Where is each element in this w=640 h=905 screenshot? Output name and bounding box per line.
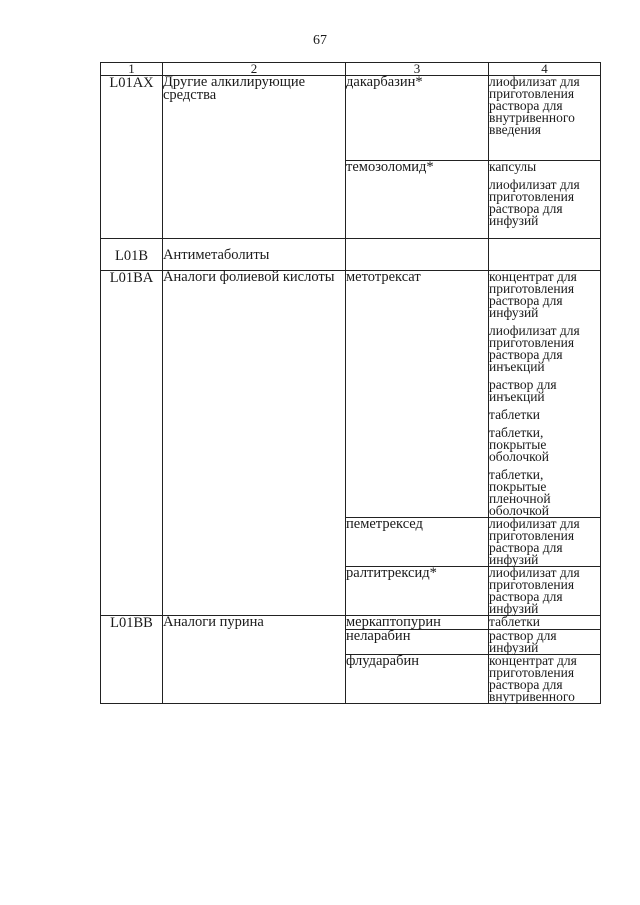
atc-group-name: Аналоги пурина [163,616,346,704]
dosage-form: капсулы [489,159,537,174]
dosage-form: таблетки [489,614,541,629]
dosage-forms [489,271,601,518]
page-number: 67 [313,33,327,48]
empty-cell [346,239,489,271]
dosage-form: раствор для инъекций [489,377,557,404]
dosage-form: концентрат для приготовления раствора для внутривенного [489,653,577,704]
atc-code: L01BA [101,271,163,616]
table-row [101,271,601,518]
empty-cell [489,239,601,271]
drug-name: флударабин [346,655,489,704]
drug-name: неларабин [346,630,489,655]
column-number-2: 2 [163,63,346,76]
column-number-4: 4 [489,63,601,76]
table-row [101,76,601,161]
dosage-form: таблетки [489,407,541,422]
drug-name: темозоломид* [346,161,489,239]
table-row [101,239,601,271]
dosage-form: раствор для инфузий [489,628,557,655]
dosage-form: таблетки, покрытые пленочной оболочкой [489,467,551,518]
atc-group-name: Другие алкилирующие средства [163,76,346,239]
dosage-forms [489,630,601,655]
dosage-forms [489,655,601,704]
dosage-form: лиофилизат для приготовления раствора для инфузий [489,565,580,616]
dosage-forms [489,518,601,567]
dosage-forms [489,567,601,616]
dosage-form: лиофилизат для приготовления раствора для инфузий [489,177,580,228]
column-number-3: 3 [346,63,489,76]
dosage-form: лиофилизат для приготовления раствора для внутривенного введения [489,74,580,137]
column-number-1: 1 [101,63,163,76]
atc-code: L01BB [101,616,163,704]
dosage-form: лиофилизат для приготовления раствора для инфузий [489,516,580,567]
drug-name: пеметрексед [346,518,489,567]
drug-name: меркаптопурин [346,616,489,630]
dosage-forms [489,161,601,239]
dosage-form: концентрат для приготовления раствора для инфузий [489,269,577,320]
atc-group-name: Антиметаболиты [163,239,346,271]
atc-group-name: Аналоги фолиевой кислоты [163,271,346,616]
drug-name: дакарбазин* [346,76,489,161]
atc-code: L01B [101,239,163,271]
drug-name: ралтитрексид* [346,567,489,616]
drug-name: метотрексат [346,271,489,518]
dosage-form: лиофилизат для приготовления раствора для инъекций [489,323,580,374]
dosage-forms [489,76,601,161]
drug-registry-table [100,62,601,704]
dosage-form: таблетки, покрытые оболочкой [489,425,549,464]
atc-code: L01AX [101,76,163,239]
